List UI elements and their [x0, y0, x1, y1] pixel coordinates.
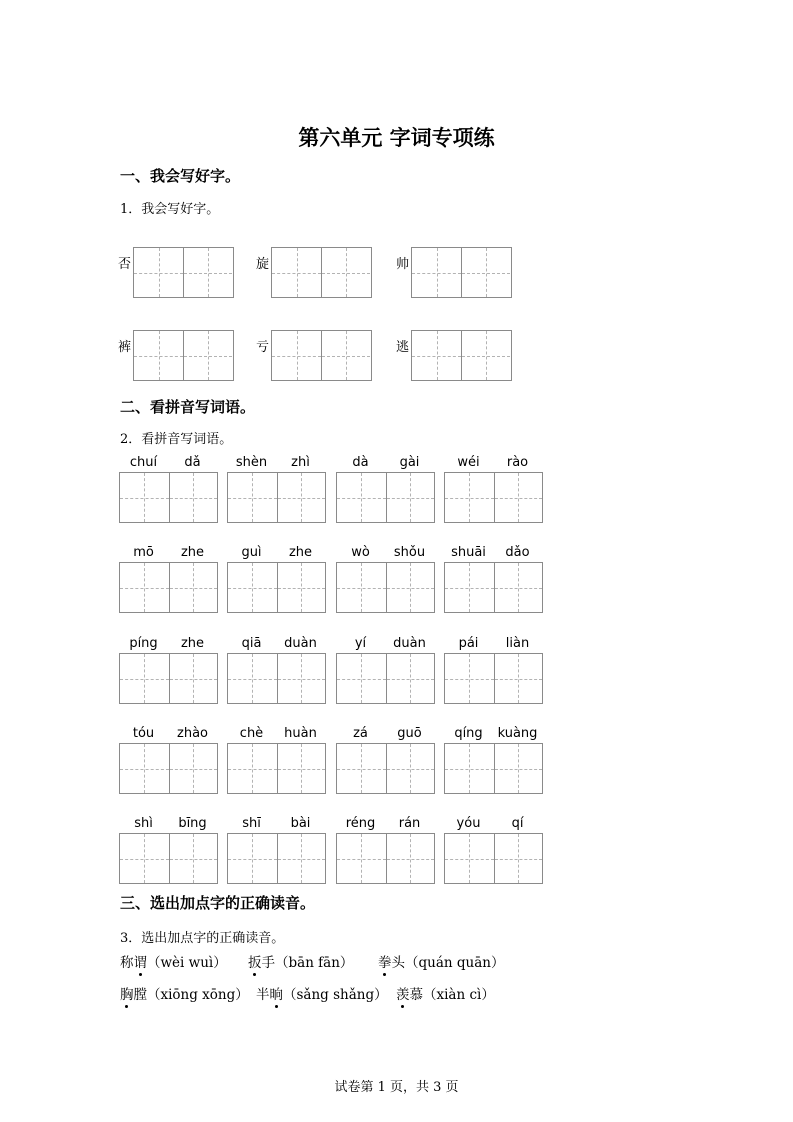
pinyin-label: qí: [511, 816, 524, 831]
writing-grid[interactable]: [271, 247, 372, 298]
word-part: 头: [391, 955, 405, 971]
pinyin-label: rào: [506, 455, 529, 470]
writing-cell[interactable]: [183, 248, 232, 297]
pinyin-label: mō: [133, 545, 154, 560]
pinyin-label: chuí: [129, 455, 158, 470]
answer-grid[interactable]: [444, 743, 543, 794]
answer-grid[interactable]: [227, 653, 326, 704]
writing-cell[interactable]: [134, 331, 183, 380]
writing-cell[interactable]: [134, 248, 183, 297]
answer-cell[interactable]: [277, 654, 326, 703]
dotted-character: 拳: [378, 951, 392, 971]
answer-grid[interactable]: [119, 653, 218, 704]
write-char-label: 帅: [396, 257, 410, 272]
pinyin-options[interactable]: （quán quān）: [405, 955, 505, 971]
pinyin-label: huàn: [284, 726, 317, 741]
pinyin-options[interactable]: （sǎng shǎng）: [283, 987, 388, 1003]
answer-grid[interactable]: [227, 472, 326, 523]
answer-grid[interactable]: [336, 562, 435, 613]
pinyin-label: chè: [239, 726, 264, 741]
section-heading-2: 二、看拼音写词语。: [120, 398, 256, 416]
write-char-label: 亏: [256, 340, 270, 355]
pinyin-label: tóu: [132, 726, 155, 741]
pinyin-label: zhào: [177, 726, 208, 741]
writing-grid[interactable]: [411, 330, 512, 381]
pinyin-label: duàn: [284, 636, 317, 651]
pinyin-label: gài: [399, 455, 420, 470]
answer-cell[interactable]: [494, 654, 543, 703]
pinyin-options[interactable]: （bān fān）: [275, 955, 354, 971]
answer-cell[interactable]: [337, 744, 386, 793]
pinyin-label: shì: [134, 816, 153, 831]
answer-grid[interactable]: [227, 833, 326, 884]
question-2: 2．看拼音写词语。: [120, 432, 233, 447]
pinyin-label: zhì: [291, 455, 310, 470]
write-char-label: 裤: [118, 340, 132, 355]
answer-cell[interactable]: [120, 473, 169, 522]
answer-cell[interactable]: [277, 563, 326, 612]
writing-grid[interactable]: [133, 247, 234, 298]
dotted-character: 谓: [134, 951, 148, 971]
pinyin-label: shèn: [235, 455, 268, 470]
answer-cell[interactable]: [228, 834, 277, 883]
writing-cell[interactable]: [461, 248, 510, 297]
pinyin-label: dǎ: [184, 455, 201, 470]
answer-grid[interactable]: [444, 472, 543, 523]
writing-cell[interactable]: [272, 248, 321, 297]
write-char-label: 逃: [396, 340, 410, 355]
pinyin-label: wò: [351, 545, 370, 560]
answer-cell[interactable]: [277, 834, 326, 883]
pinyin-label: zá: [353, 726, 368, 741]
answer-cell[interactable]: [228, 744, 277, 793]
question-1: 1．我会写好字。: [120, 202, 220, 217]
answer-grid[interactable]: [336, 833, 435, 884]
page-title: 第六单元 字词专项练: [298, 125, 495, 150]
pronunciation-item: [120, 983, 249, 1003]
word-part: 慕: [409, 987, 423, 1003]
pronunciation-item: [396, 983, 495, 1003]
answer-cell[interactable]: [228, 473, 277, 522]
pinyin-label: rán: [398, 816, 421, 831]
pinyin-label: shī: [242, 816, 261, 831]
pronunciation-item: [120, 951, 227, 971]
answer-grid[interactable]: [444, 833, 543, 884]
answer-grid[interactable]: [119, 472, 218, 523]
answer-cell[interactable]: [445, 744, 494, 793]
write-char-label: 否: [118, 257, 132, 272]
answer-cell[interactable]: [445, 473, 494, 522]
dotted-character: 胸: [120, 983, 134, 1003]
writing-grid[interactable]: [271, 330, 372, 381]
pinyin-label: dǎo: [505, 545, 530, 560]
pinyin-label: zhe: [180, 636, 205, 651]
answer-cell[interactable]: [277, 473, 326, 522]
dotted-character: 羡: [396, 983, 410, 1003]
writing-grid[interactable]: [133, 330, 234, 381]
writing-cell[interactable]: [183, 331, 232, 380]
answer-cell[interactable]: [494, 834, 543, 883]
answer-cell[interactable]: [445, 834, 494, 883]
answer-cell[interactable]: [445, 654, 494, 703]
pinyin-label: yóu: [456, 816, 481, 831]
word-part: 膛: [133, 987, 147, 1003]
pinyin-label: duàn: [393, 636, 426, 651]
pinyin-label: guō: [397, 726, 422, 741]
writing-grid[interactable]: [411, 247, 512, 298]
answer-cell[interactable]: [494, 473, 543, 522]
writing-cell[interactable]: [412, 248, 461, 297]
pinyin-label: píng: [129, 636, 158, 651]
writing-cell[interactable]: [272, 331, 321, 380]
section-heading-1: 一、我会写好字。: [120, 167, 241, 185]
writing-cell[interactable]: [321, 248, 370, 297]
pinyin-label: guì: [241, 545, 262, 560]
pinyin-options[interactable]: （wèi wuì）: [147, 955, 227, 971]
answer-cell[interactable]: [120, 654, 169, 703]
answer-cell[interactable]: [494, 563, 543, 612]
answer-grid[interactable]: [444, 653, 543, 704]
answer-cell[interactable]: [445, 563, 494, 612]
writing-cell[interactable]: [461, 331, 510, 380]
dotted-character: 晌: [270, 983, 284, 1003]
word-part: 手: [261, 955, 275, 971]
answer-grid[interactable]: [444, 562, 543, 613]
answer-grid[interactable]: [336, 653, 435, 704]
answer-cell[interactable]: [169, 654, 218, 703]
pinyin-label: qiā: [241, 636, 262, 651]
answer-cell[interactable]: [120, 834, 169, 883]
answer-cell[interactable]: [337, 654, 386, 703]
answer-cell[interactable]: [169, 563, 218, 612]
answer-cell[interactable]: [337, 834, 386, 883]
pinyin-label: shǒu: [393, 545, 426, 560]
question-3: 3．选出加点字的正确读音。: [120, 931, 285, 946]
pinyin-label: liàn: [505, 636, 530, 651]
pinyin-label: zhe: [180, 545, 205, 560]
pronunciation-item: [248, 951, 353, 971]
answer-cell[interactable]: [386, 654, 435, 703]
answer-grid[interactable]: [336, 472, 435, 523]
answer-cell[interactable]: [386, 744, 435, 793]
answer-cell[interactable]: [386, 473, 435, 522]
pinyin-label: réng: [345, 816, 376, 831]
answer-cell[interactable]: [228, 654, 277, 703]
answer-cell[interactable]: [169, 744, 218, 793]
answer-grid[interactable]: [119, 743, 218, 794]
word-part: 半: [256, 987, 270, 1003]
answer-grid[interactable]: [336, 743, 435, 794]
answer-grid[interactable]: [227, 743, 326, 794]
answer-grid[interactable]: [227, 562, 326, 613]
pinyin-label: shuāi: [451, 545, 486, 560]
answer-cell[interactable]: [386, 834, 435, 883]
answer-cell[interactable]: [337, 473, 386, 522]
write-char-label: 旋: [256, 257, 270, 272]
answer-cell[interactable]: [337, 563, 386, 612]
pinyin-options[interactable]: （xiōng xōng）: [147, 987, 249, 1003]
pinyin-label: kuàng: [497, 726, 538, 741]
pinyin-label: dà: [352, 455, 369, 470]
writing-cell[interactable]: [321, 331, 370, 380]
answer-cell[interactable]: [494, 744, 543, 793]
pinyin-label: qíng: [454, 726, 483, 741]
answer-cell[interactable]: [277, 744, 326, 793]
pinyin-label: yí: [354, 636, 367, 651]
pinyin-label: bīng: [178, 816, 207, 831]
page-footer: 试卷第 1 页，共 3 页: [334, 1080, 459, 1095]
answer-cell[interactable]: [169, 834, 218, 883]
answer-grid[interactable]: [119, 833, 218, 884]
writing-cell[interactable]: [412, 331, 461, 380]
section-heading-3: 三、选出加点字的正确读音。: [120, 894, 316, 912]
pinyin-options[interactable]: （xiàn cì）: [423, 987, 495, 1003]
pinyin-label: pái: [458, 636, 479, 651]
answer-cell[interactable]: [386, 563, 435, 612]
answer-cell[interactable]: [120, 563, 169, 612]
pronunciation-item: [378, 951, 504, 971]
pronunciation-item: [256, 983, 388, 1003]
pinyin-label: bài: [290, 816, 311, 831]
word-part: 称: [120, 955, 134, 971]
pinyin-label: wéi: [457, 455, 480, 470]
answer-cell[interactable]: [120, 744, 169, 793]
answer-cell[interactable]: [169, 473, 218, 522]
dotted-character: 扳: [248, 951, 262, 971]
answer-cell[interactable]: [228, 563, 277, 612]
answer-grid[interactable]: [119, 562, 218, 613]
pinyin-label: zhe: [288, 545, 313, 560]
